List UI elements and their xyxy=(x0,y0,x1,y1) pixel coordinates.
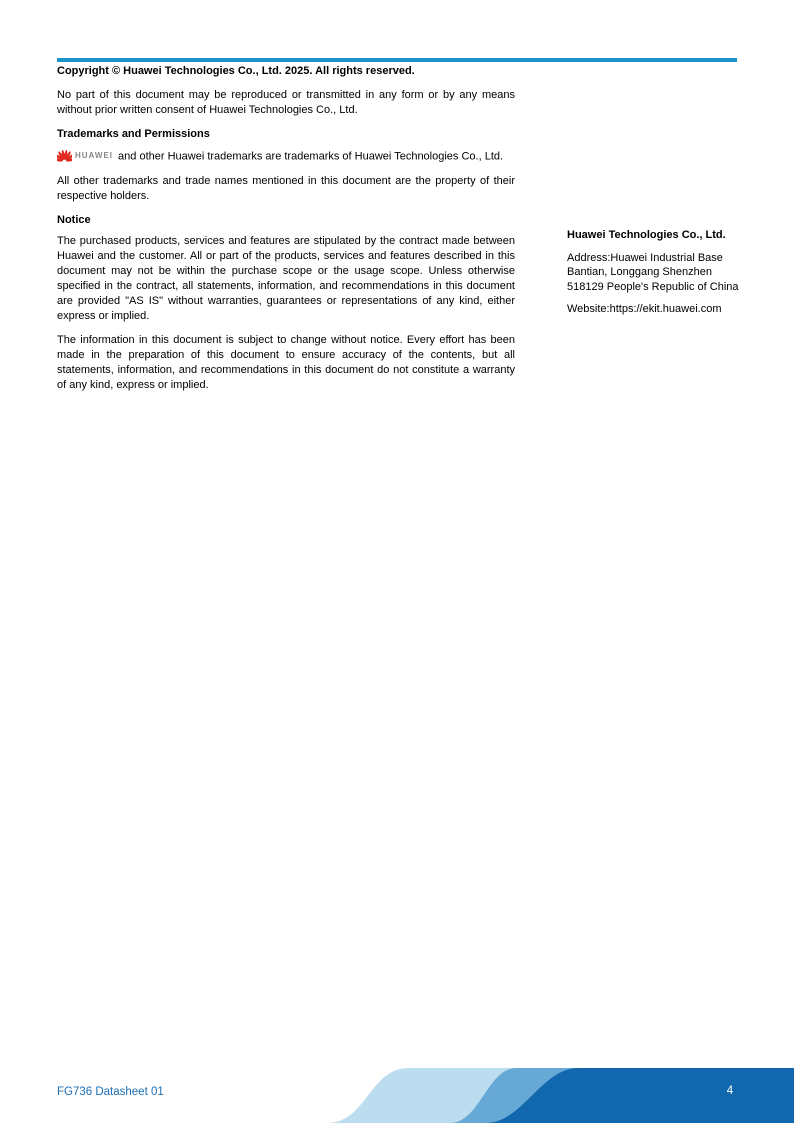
notice-heading: Notice xyxy=(57,213,91,226)
company-address: Address:Huawei Industrial Base Bantian, Longgang Shenzhen 518129 People's Republic of China xyxy=(567,251,739,293)
copyright-paragraph: No part of this document may be reproduced or transmitted in any form or by any means without prior written consent of Huawei Technologies Co., Ltd. xyxy=(57,89,515,116)
footer-page-number: 4 xyxy=(726,1085,734,1097)
company-website-link[interactable]: Website:https://ekit.huawei.com xyxy=(567,303,722,315)
huawei-flower-icon xyxy=(57,149,72,163)
huawei-wordmark: HUAWEI xyxy=(75,151,113,160)
huawei-logo xyxy=(57,148,113,163)
main-text-column xyxy=(57,64,515,402)
trademark-line-text: and other Huawei trademarks are trademarks of Huawei Technologies Co., Ltd. xyxy=(115,150,504,163)
trademark-line xyxy=(57,148,515,165)
top-rule-line xyxy=(57,58,737,62)
copyright-statement: Copyright © Huawei Technologies Co., Ltd. 2025. All rights reserved. xyxy=(57,65,415,77)
trademarks-heading: Trademarks and Permissions xyxy=(57,128,210,140)
notice-paragraph-1: The purchased products, services and features are stipulated by the contract made between Huawei and the customer. All or part of the products, services and features described in this document may not be within the purchase scope or the usage scope. Unless otherwise specified in the contract, all statements, information, and recommendations in this document are provided "AS IS" without warranties, guarantees or representations of any kind, either express or implied. xyxy=(57,234,515,322)
notice-paragraph-2: The information in this document is subject to change without notice. Every effort has been made in the preparation of this document to ensure accuracy of the contents, but all statements, information, and recommendations in this document do not constitute a warranty of any kind, express or implied. xyxy=(57,333,515,391)
company-name: Huawei Technologies Co., Ltd. xyxy=(567,229,726,241)
footer-document-title: FG736 Datasheet 01 xyxy=(57,1086,164,1098)
contact-column xyxy=(567,228,745,325)
other-trademarks-paragraph: All other trademarks and trade names mentioned in this document are the property of their respective holders. xyxy=(57,174,515,202)
